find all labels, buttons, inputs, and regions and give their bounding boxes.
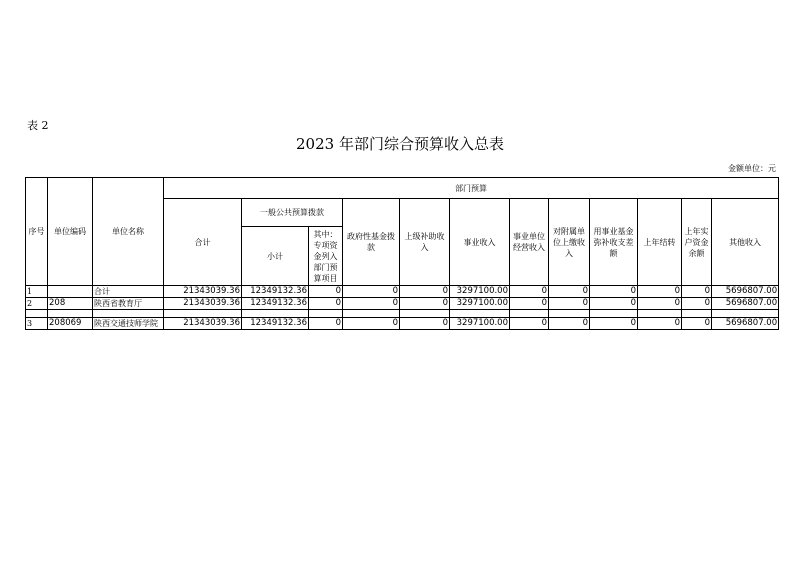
header-special-item: 其中：专项资金列入部门预算项目 <box>309 227 343 286</box>
cell-fund-balance: 0 <box>590 298 638 310</box>
cell-seq: 3 <box>26 318 48 330</box>
cell-upper: 0 <box>400 318 450 330</box>
cell-carryover: 0 <box>638 298 682 310</box>
cell-gov-fund: 0 <box>343 318 400 330</box>
cell-special: 0 <box>309 318 343 330</box>
spacer-cell <box>682 310 712 318</box>
spacer-cell <box>549 310 590 318</box>
cell-subsidiary: 0 <box>549 298 590 310</box>
header-subtotal: 小计 <box>242 227 309 286</box>
cell-gov-fund: 0 <box>343 298 400 310</box>
spacer-cell <box>590 310 638 318</box>
header-prior-carryover: 上年结转 <box>638 199 682 286</box>
header-other-income: 其他收入 <box>712 199 779 286</box>
cell-upper: 0 <box>400 286 450 298</box>
header-prior-balance: 上年实户资金余额 <box>682 199 712 286</box>
table-row <box>26 298 779 310</box>
cell-fund-balance: 0 <box>590 286 638 298</box>
cell-name: 陕西省教育厅 <box>93 298 164 310</box>
spacer-cell <box>510 310 549 318</box>
cell-total: 21343039.36 <box>164 286 242 298</box>
cell-seq: 1 <box>26 286 48 298</box>
cell-prior-balance: 0 <box>682 318 712 330</box>
header-gov-fund: 政府性基金拨款 <box>343 199 400 286</box>
cell-carryover: 0 <box>638 318 682 330</box>
cell-subsidiary: 0 <box>549 318 590 330</box>
cell-fund-balance: 0 <box>590 318 638 330</box>
header-business-operating: 事业单位经营收入 <box>510 199 549 286</box>
header-unit-name: 单位名称 <box>93 178 164 286</box>
cell-operating: 0 <box>510 298 549 310</box>
cell-special: 0 <box>309 298 343 310</box>
header-dept-budget: 部门预算 <box>164 178 779 199</box>
header-general-public-budget: 一般公共预算拨款 <box>242 199 343 227</box>
spacer-cell <box>242 310 309 318</box>
spacer-cell <box>343 310 400 318</box>
cell-code: 208 <box>48 298 93 310</box>
spacer-row <box>26 310 779 318</box>
header-total: 合计 <box>164 199 242 286</box>
cell-other: 5696807.00 <box>712 286 779 298</box>
cell-business: 3297100.00 <box>450 298 510 310</box>
table-row <box>26 286 779 298</box>
cell-business: 3297100.00 <box>450 318 510 330</box>
page-title: 2023 年部门综合预算收入总表 <box>296 135 504 153</box>
header-upper-subsidy: 上级补助收入 <box>400 199 450 286</box>
cell-operating: 0 <box>510 318 549 330</box>
cell-code <box>48 286 93 298</box>
cell-subsidiary: 0 <box>549 286 590 298</box>
amount-unit-label: 金额单位：元 <box>728 164 776 173</box>
cell-upper: 0 <box>400 298 450 310</box>
cell-gov-fund: 0 <box>343 286 400 298</box>
spacer-cell <box>26 310 48 318</box>
cell-other: 5696807.00 <box>712 298 779 310</box>
cell-special: 0 <box>309 286 343 298</box>
spacer-cell <box>48 310 93 318</box>
header-business-income: 事业收入 <box>450 199 510 286</box>
header-seq: 序号 <box>26 178 48 286</box>
spacer-cell <box>638 310 682 318</box>
spacer-cell <box>712 310 779 318</box>
cell-prior-balance: 0 <box>682 298 712 310</box>
cell-name: 合计 <box>93 286 164 298</box>
cell-total: 21343039.36 <box>164 298 242 310</box>
header-unit-code: 单位编码 <box>48 178 93 286</box>
cell-code: 208069 <box>48 318 93 330</box>
spacer-cell <box>400 310 450 318</box>
budget-revenue-table <box>25 177 779 330</box>
cell-business: 3297100.00 <box>450 286 510 298</box>
cell-name: 陕西交通技师学院 <box>93 318 164 330</box>
cell-prior-balance: 0 <box>682 286 712 298</box>
header-subsidiary-remit: 对附属单位上缴收入 <box>549 199 590 286</box>
cell-subtotal: 12349132.36 <box>242 318 309 330</box>
spacer-cell <box>93 310 164 318</box>
cell-subtotal: 12349132.36 <box>242 298 309 310</box>
table-row <box>26 318 779 330</box>
header-fund-balance-use: 用事业基金弥补收支差额 <box>590 199 638 286</box>
cell-seq: 2 <box>26 298 48 310</box>
cell-total: 21343039.36 <box>164 318 242 330</box>
spacer-cell <box>450 310 510 318</box>
cell-other: 5696807.00 <box>712 318 779 330</box>
table-number-label: 表 2 <box>27 119 49 132</box>
cell-subtotal: 12349132.36 <box>242 286 309 298</box>
cell-carryover: 0 <box>638 286 682 298</box>
cell-operating: 0 <box>510 286 549 298</box>
spacer-cell <box>164 310 242 318</box>
spacer-cell <box>309 310 343 318</box>
